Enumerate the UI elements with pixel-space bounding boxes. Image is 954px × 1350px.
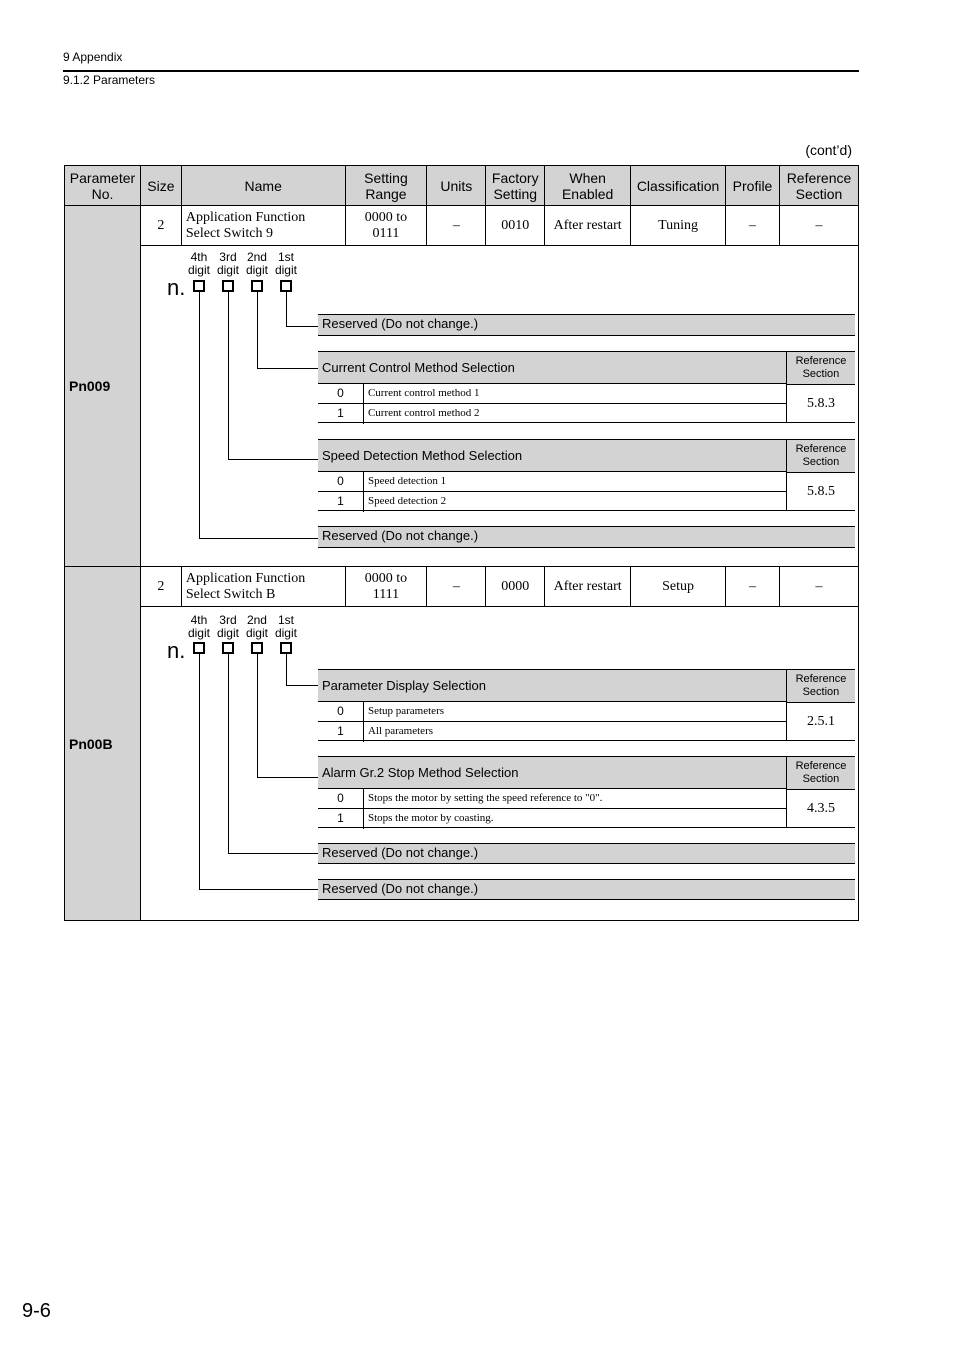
digit-box-4 [193, 642, 205, 654]
table-row [65, 206, 859, 246]
reference-value: 5.8.3 [786, 384, 855, 422]
selection-title: Current Control Method Selection [318, 352, 787, 384]
reference-value: 4.3.5 [786, 789, 855, 827]
option-row [318, 384, 787, 404]
size-cell: 2 [140, 206, 181, 246]
option-value: 1 [318, 722, 364, 742]
option-row [318, 492, 787, 512]
chapter-header: 9 Appendix [63, 50, 123, 64]
continued-label: (cont’d) [805, 142, 852, 158]
option-value: 1 [318, 492, 364, 512]
digit-diagram [140, 246, 858, 567]
col-profile: Profile [726, 166, 780, 206]
option-text: Setup parameters [367, 705, 445, 717]
selection-table [318, 669, 855, 741]
option-text: Current control method 2 [367, 407, 480, 419]
option-value: 1 [318, 809, 364, 829]
digit-label-1st: 1st digit [274, 613, 297, 640]
option-row [318, 809, 787, 829]
option-text: Current control method 1 [367, 387, 480, 399]
option-value: 0 [318, 789, 364, 808]
n-prefix: n. [166, 638, 186, 663]
when-enabled-cell: After restart [545, 206, 631, 246]
digit-label-4th: 4th digit [187, 250, 210, 277]
digit-box-3 [222, 280, 234, 292]
reference-head: Reference Section [786, 670, 855, 702]
option-text: Speed detection 2 [367, 495, 447, 507]
range-cell: 0000 to 1111 [345, 567, 427, 607]
name-cell: Application Function Select Switch B [181, 567, 345, 607]
factory-cell: 0000 [486, 567, 545, 607]
classification-cell: Tuning [631, 206, 726, 246]
option-text: Speed detection 1 [367, 475, 447, 487]
digit-label-2nd: 2nd digit [245, 250, 268, 277]
parameter-number: Pn009 [65, 206, 141, 567]
digit-label-3rd: 3rd digit [216, 613, 239, 640]
digit-label-3rd: 3rd digit [216, 250, 239, 277]
reserved-bar: Reserved (Do not change.) [318, 843, 855, 864]
col-units: Units [427, 166, 486, 206]
option-value: 0 [318, 384, 364, 403]
option-text: All parameters [367, 725, 434, 737]
n-prefix: n. [166, 275, 186, 300]
digit-label-1st: 1st digit [274, 250, 297, 277]
profile-cell: – [726, 206, 780, 246]
selection-title: Speed Detection Method Selection [318, 440, 787, 472]
col-size: Size [140, 166, 181, 206]
option-row [318, 722, 787, 742]
option-value: 1 [318, 404, 364, 424]
reference-cell: – [779, 206, 858, 246]
selection-table [318, 439, 855, 511]
digit-box-2 [251, 642, 263, 654]
selection-table [318, 756, 855, 828]
reserved-bar: Reserved (Do not change.) [318, 526, 855, 548]
section-header: 9.1.2 Parameters [63, 73, 156, 87]
col-reference-section: Reference Section [779, 166, 858, 206]
reference-cell: – [779, 567, 858, 607]
col-when-enabled: When Enabled [545, 166, 631, 206]
reference-value: 5.8.5 [786, 472, 855, 510]
units-cell: – [427, 567, 486, 607]
option-row [318, 404, 787, 424]
selection-table [318, 351, 855, 423]
table-row [65, 567, 859, 607]
digit-box-2 [251, 280, 263, 292]
range-cell: 0000 to 0111 [345, 206, 427, 246]
units-cell: – [427, 206, 486, 246]
reference-value: 2.5.1 [786, 702, 855, 740]
col-factory-setting: Factory Setting [486, 166, 545, 206]
factory-cell: 0010 [486, 206, 545, 246]
option-text: Stops the motor by coasting. [367, 812, 494, 824]
reserved-bar: Reserved (Do not change.) [318, 879, 855, 900]
page-number: 9-6 [22, 1300, 51, 1322]
table-row-diagram [65, 607, 859, 921]
parameter-table [64, 165, 859, 921]
digit-box-3 [222, 642, 234, 654]
selection-title: Parameter Display Selection [318, 670, 787, 702]
header-rule [63, 70, 859, 72]
reference-head: Reference Section [786, 352, 855, 384]
table-row-diagram [65, 246, 859, 567]
profile-cell: – [726, 567, 780, 607]
option-row [318, 702, 787, 722]
option-row [318, 789, 787, 809]
reference-head: Reference Section [786, 440, 855, 472]
option-value: 0 [318, 472, 364, 491]
col-classification: Classification [631, 166, 726, 206]
digit-diagram [140, 607, 858, 921]
digit-box-1 [280, 642, 292, 654]
classification-cell: Setup [631, 567, 726, 607]
option-text: Stops the motor by setting the speed reference to "0". [367, 792, 603, 804]
digit-box-4 [193, 280, 205, 292]
reference-head: Reference Section [786, 757, 855, 789]
col-parameter-no: Parameter No. [65, 166, 141, 206]
table-header-row [65, 166, 859, 206]
digit-label-2nd: 2nd digit [245, 613, 268, 640]
name-cell: Application Function Select Switch 9 [181, 206, 345, 246]
digit-label-4th: 4th digit [187, 613, 210, 640]
when-enabled-cell: After restart [545, 567, 631, 607]
option-row [318, 472, 787, 492]
col-setting-range: Setting Range [345, 166, 427, 206]
parameter-number: Pn00B [65, 567, 141, 921]
size-cell: 2 [140, 567, 181, 607]
reserved-bar: Reserved (Do not change.) [318, 314, 855, 336]
col-name: Name [181, 166, 345, 206]
option-value: 0 [318, 702, 364, 721]
digit-box-1 [280, 280, 292, 292]
selection-title: Alarm Gr.2 Stop Method Selection [318, 757, 787, 789]
